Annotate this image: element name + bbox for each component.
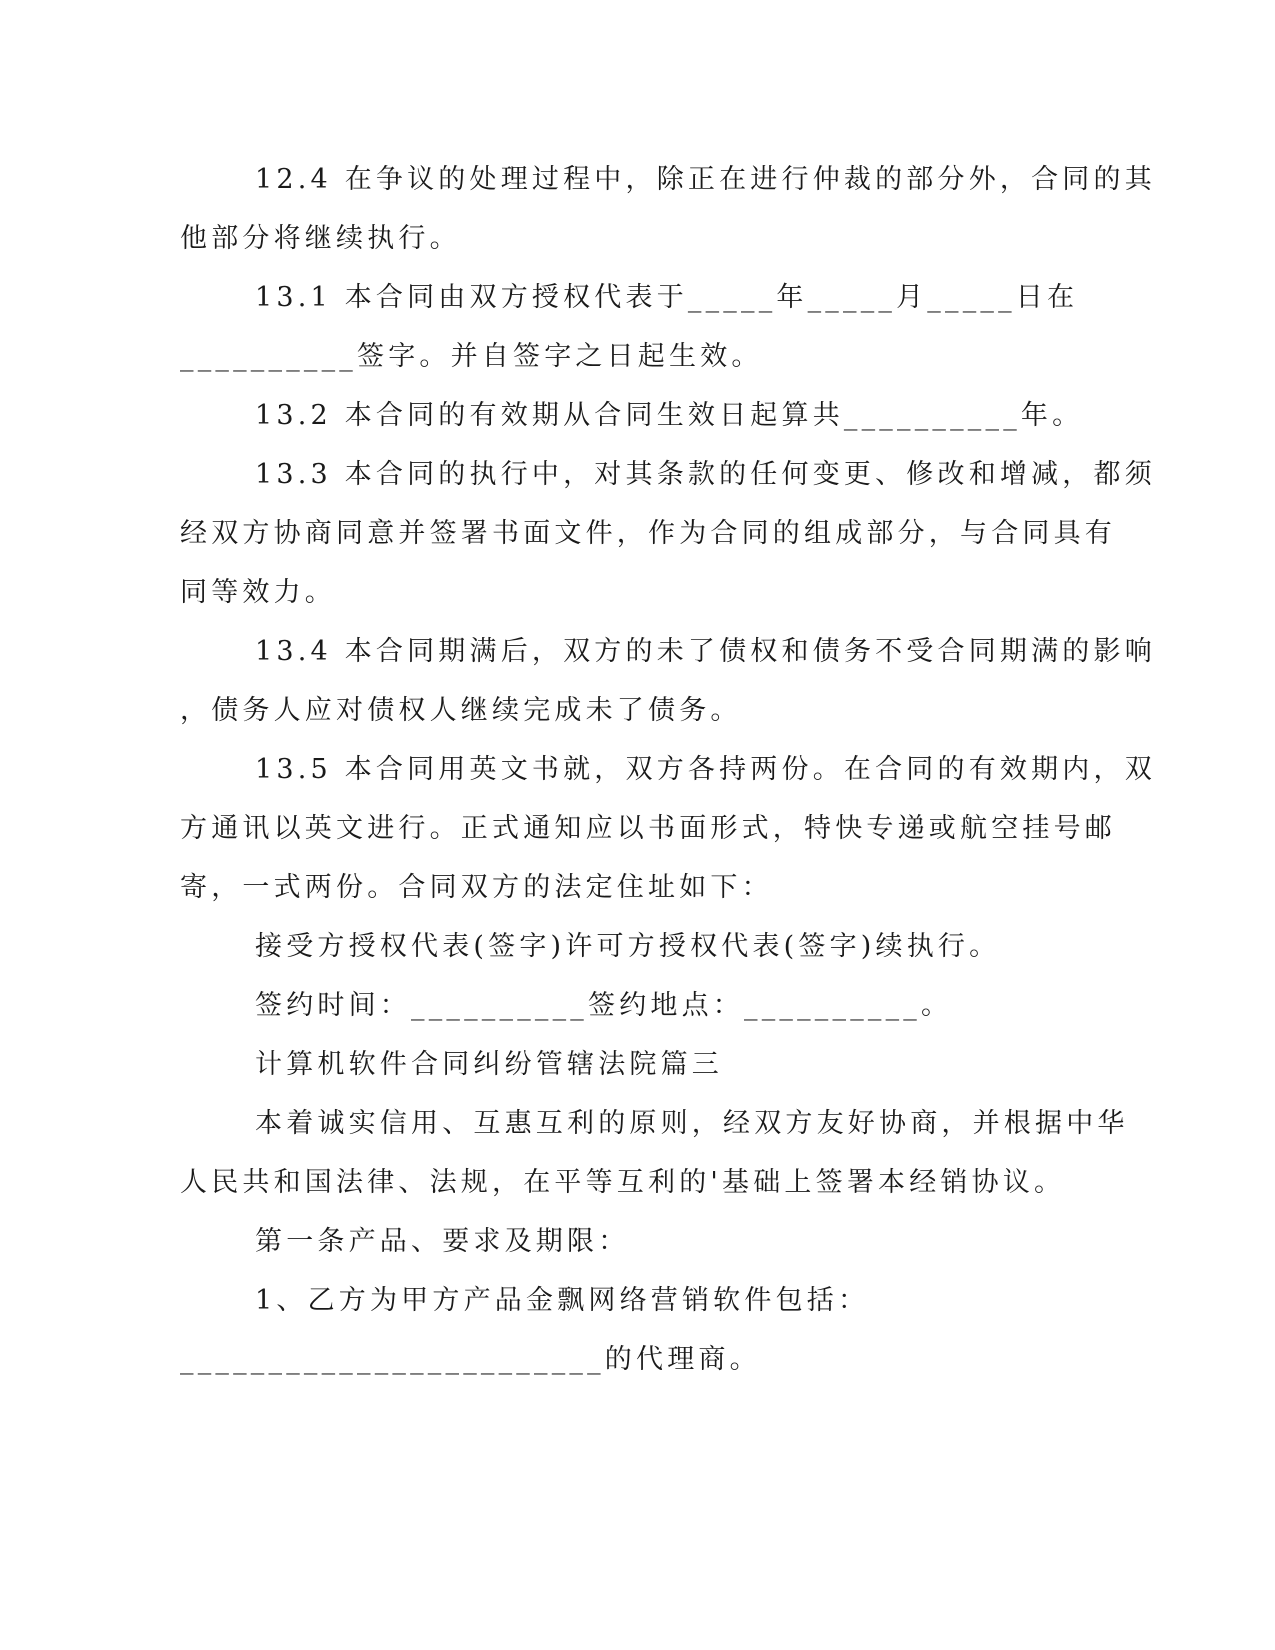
text-line: 本着诚实信用、互惠互利的原则，经双方友好协商，并根据中华	[255, 1108, 1129, 1139]
text-line: 他部分将继续执行。	[180, 223, 461, 254]
text-line: 13.5 本合同用英文书就，双方各持两份。在合同的有效期内，双	[255, 754, 1156, 785]
text-line: 同等效力。	[180, 577, 336, 608]
text-line: 13.1 本合同由双方授权代表于_____年_____月_____日在	[255, 282, 1079, 313]
text-line: 13.3 本合同的执行中，对其条款的任何变更、修改和增减，都须	[255, 459, 1156, 490]
text-line: 签约时间：__________签约地点：__________。	[255, 990, 953, 1021]
text-line: 经双方协商同意并签署书面文件，作为合同的组成部分，与合同具有	[180, 518, 1116, 549]
text-line: 方通讯以英文进行。正式通知应以书面形式，特快专递或航空挂号邮	[180, 813, 1116, 844]
text-line: 1、乙方为甲方产品金飘网络营销软件包括：	[255, 1285, 870, 1316]
text-line: 13.2 本合同的有效期从合同生效日起算共__________年。	[255, 400, 1084, 431]
text-line: 接受方授权代表(签字)许可方授权代表(签字)续执行。	[255, 931, 1001, 962]
text-line: 12.4 在争议的处理过程中，除正在进行仲裁的部分外，合同的其	[255, 164, 1156, 195]
text-line: ，债务人应对债权人继续完成未了债务。	[180, 695, 742, 726]
text-line: 第一条产品、要求及期限：	[255, 1226, 630, 1257]
text-line: 人民共和国法律、法规，在平等互利的'基础上签署本经销协议。	[180, 1167, 1066, 1198]
section-heading: 计算机软件合同纠纷管辖法院篇三	[255, 1049, 723, 1080]
text-line: ________________________的代理商。	[180, 1344, 761, 1375]
text-line: 13.4 本合同期满后，双方的未了债权和债务不受合同期满的影响	[255, 636, 1156, 667]
text-line: 寄，一式两份。合同双方的法定住址如下：	[180, 872, 773, 903]
text-line: __________签字。并自签字之日起生效。	[180, 341, 763, 372]
